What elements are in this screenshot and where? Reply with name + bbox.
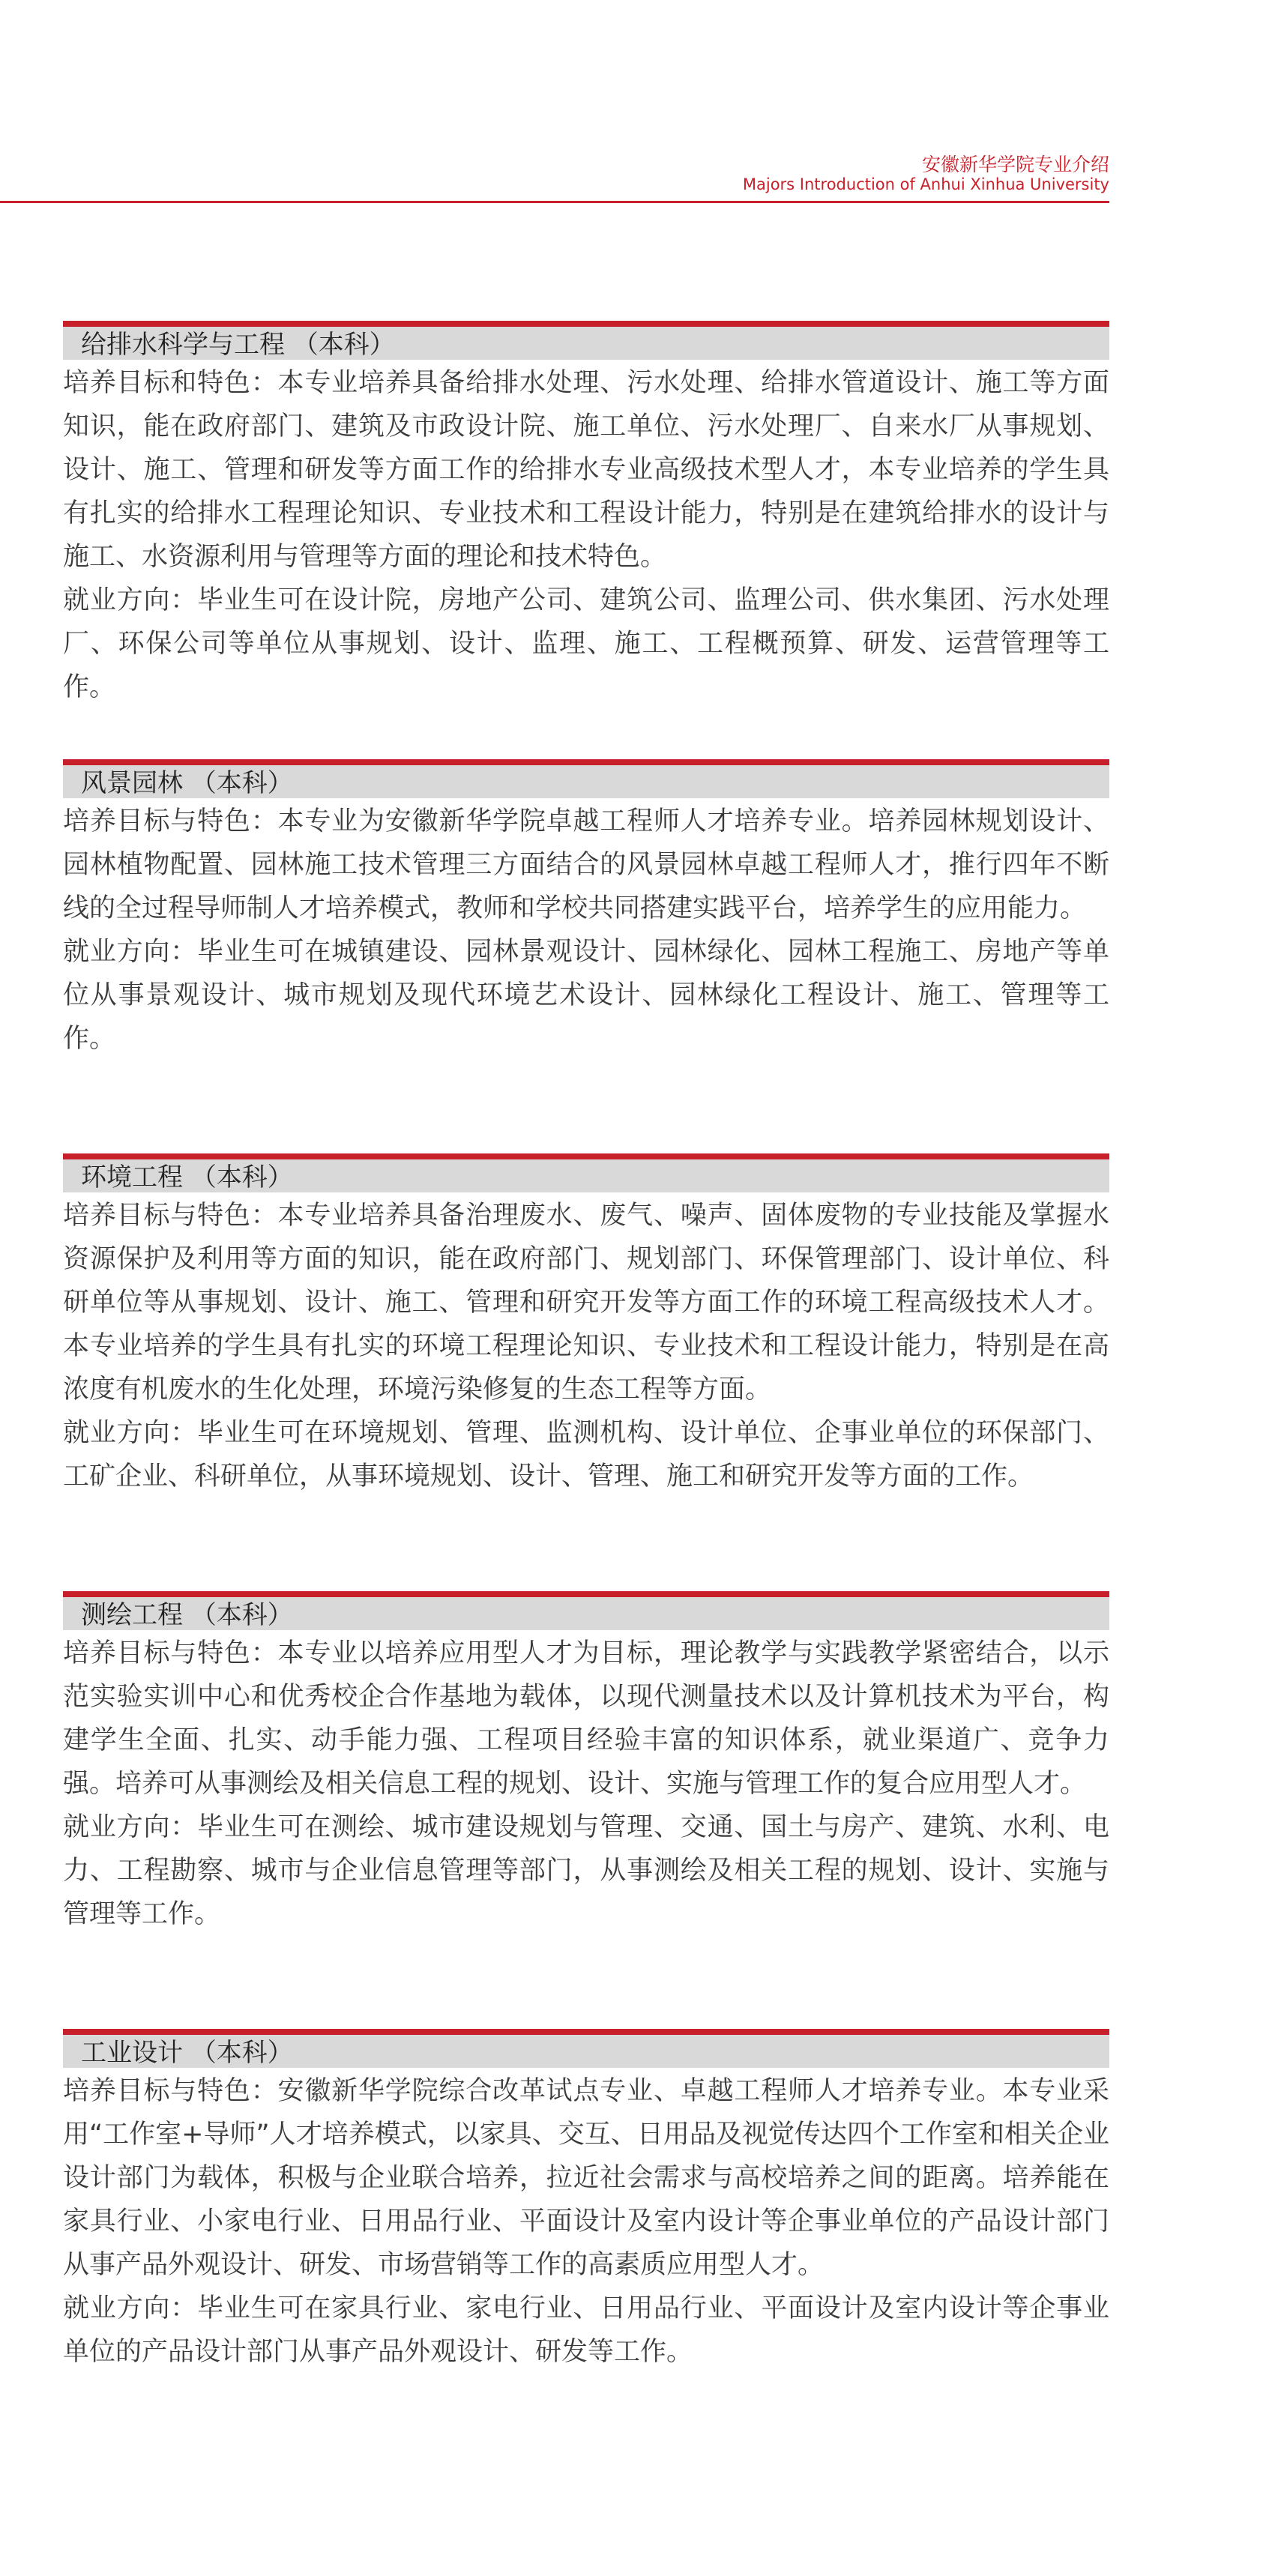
section-goals: 培养目标与特色：本专业以培养应用型人才为目标，理论教学与实践教学紧密结合，以示范实验实训中心和优秀校企合作基地为载体，以现代测量技术以及计算机技术为平台，构建学生全面、扎实、动手能力强、工程项目经验丰富的知识体系，就业渠道广、竞争力强。培养可从事测绘及相关信息工程的规划、设计、实施与管理工作的复合应用型人才。 xyxy=(63,1638,1109,1799)
section-title: 给排水科学与工程 （本科） xyxy=(81,330,395,360)
section-surveying xyxy=(63,1591,1109,1936)
section-header-bar xyxy=(63,321,1109,360)
section-landscape xyxy=(63,759,1109,1061)
section-header-bar xyxy=(63,759,1109,798)
section-title: 环境工程 （本科） xyxy=(81,1162,293,1192)
page-header xyxy=(0,0,1266,204)
section-career: 就业方向：毕业生可在环境规划、管理、监测机构、设计单位、企事业单位的环保部门、工矿企业、科研单位，从事环境规划、设计、管理、施工和研究开发等方面的工作。 xyxy=(63,1418,1109,1491)
section-career: 就业方向：毕业生可在设计院，房地产公司、建筑公司、监理公司、供水集团、污水处理厂、环保公司等单位从事规划、设计、监理、施工、工程概预算、研发、运营管理等工作。 xyxy=(63,585,1109,702)
section-goals: 培养目标与特色：安徽新华学院综合改革试点专业、卓越工程师人才培养专业。本专业采用“工作室+导师”人才培养模式，以家具、交互、日用品及视觉传达四个工作室和相关企业设计部门为载体，积极与企业联合培养，拉近社会需求与高校培养之间的距离。培养能在家具行业、小家电行业、日用品行业、平面设计及室内设计等企事业单位的产品设计部门从事产品外观设计、研发、市场营销等工作的高素质应用型人才。 xyxy=(63,2076,1109,2280)
section-header-bar xyxy=(63,1153,1109,1192)
section-header-bar xyxy=(63,2029,1109,2068)
section-career: 就业方向：毕业生可在测绘、城市建设规划与管理、交通、国土与房产、建筑、水利、电力、工程勘察、城市与企业信息管理等部门，从事测绘及相关工程的规划、设计、实施与管理等工作。 xyxy=(63,1812,1109,1929)
section-water-supply xyxy=(63,321,1109,709)
section-goals: 培养目标和特色：本专业培养具备给排水处理、污水处理、给排水管道设计、施工等方面知识，能在政府部门、建筑及市政设计院、施工单位、污水处理厂、自来水厂从事规划、设计、施工、管理和研发等方面工作的给排水专业高级技术型人才，本专业培养的学生具有扎实的给排水工程理论知识、专业技术和工程设计能力，特别是在建筑给排水的设计与施工、水资源利用与管理等方面的理论和技术特色。 xyxy=(63,368,1109,572)
header-divider xyxy=(0,201,1109,203)
header-title-en: Majors Introduction of Anhui Xinhua University xyxy=(742,175,1109,193)
section-title: 风景园林 （本科） xyxy=(81,768,293,798)
section-title: 工业设计 （本科） xyxy=(81,2038,293,2068)
section-goals: 培养目标与特色：本专业为安徽新华学院卓越工程师人才培养专业。培养园林规划设计、园林植物配置、园林施工技术管理三方面结合的风景园林卓越工程师人才，推行四年不断线的全过程导师制人才培养模式，教师和学校共同搭建实践平台，培养学生的应用能力。 xyxy=(63,806,1109,923)
section-career: 就业方向：毕业生可在家具行业、家电行业、日用品行业、平面设计及室内设计等企事业单位的产品设计部门从事产品外观设计、研发等工作。 xyxy=(63,2293,1109,2367)
section-environment xyxy=(63,1153,1109,1498)
section-title: 测绘工程 （本科） xyxy=(81,1600,293,1630)
section-career: 就业方向：毕业生可在城镇建设、园林景观设计、园林绿化、园林工程施工、房地产等单位从事景观设计、城市规划及现代环境艺术设计、园林绿化工程设计、施工、管理等工作。 xyxy=(63,937,1109,1054)
section-header-bar xyxy=(63,1591,1109,1630)
section-goals: 培养目标与特色：本专业培养具备治理废水、废气、噪声、固体废物的专业技能及掌握水资源保护及利用等方面的知识，能在政府部门、规划部门、环保管理部门、设计单位、科研单位等从事规划、设计、施工、管理和研究开发等方面工作的环境工程高级技术人才。本专业培养的学生具有扎实的环境工程理论知识、专业技术和工程设计能力，特别是在高浓度有机废水的生化处理，环境污染修复的生态工程等方面。 xyxy=(63,1201,1109,1405)
header-title-cn: 安徽新华学院专业介绍 xyxy=(921,154,1109,175)
section-industrial-design xyxy=(63,2029,1109,2374)
